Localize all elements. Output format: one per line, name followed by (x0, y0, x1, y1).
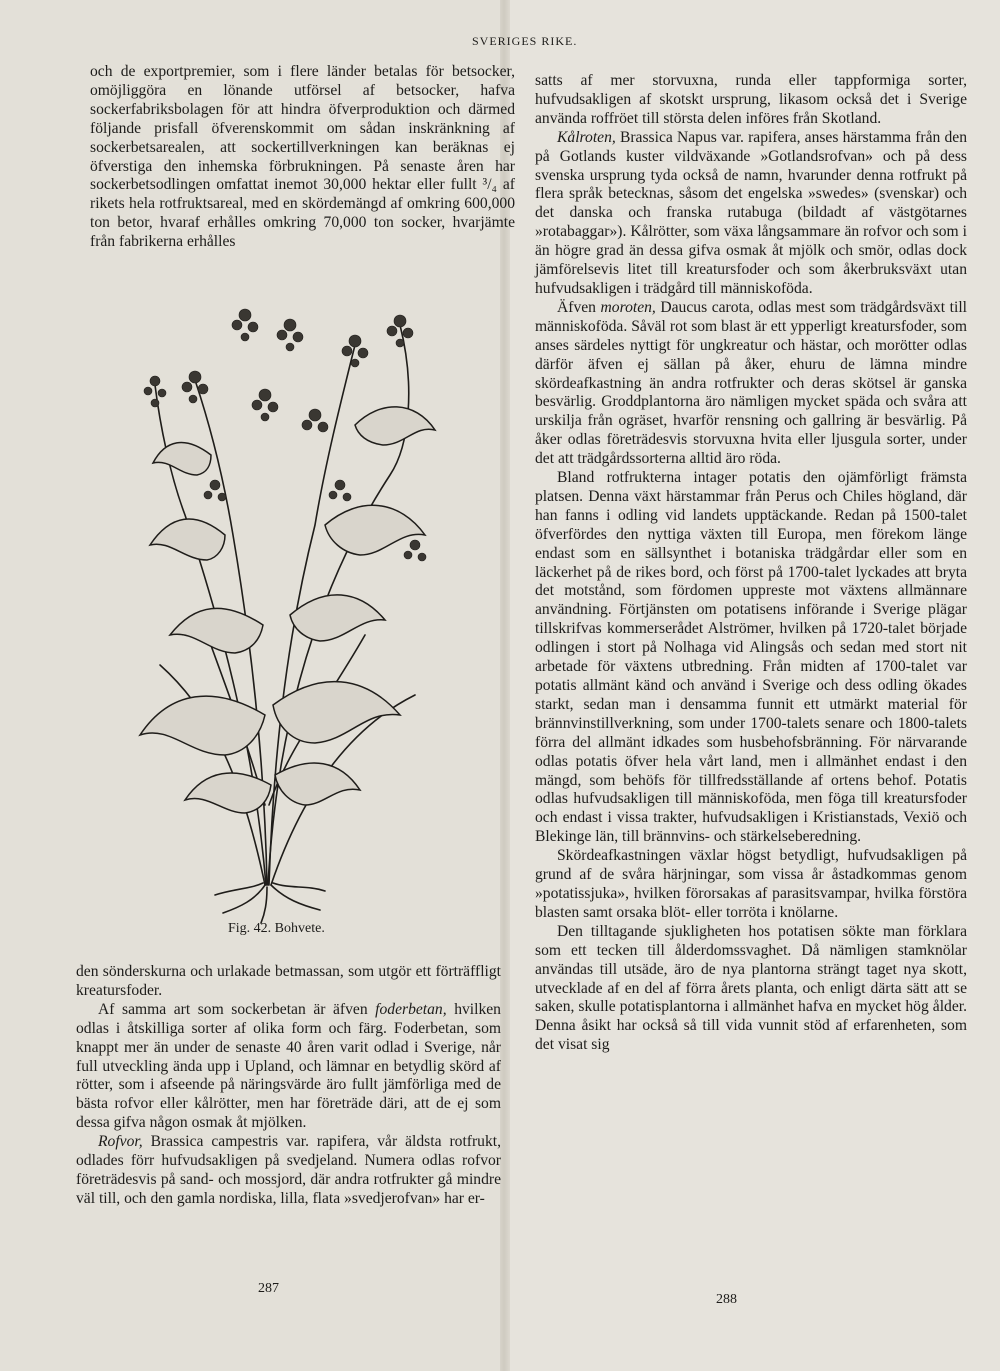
right-column-text (535, 72, 967, 1055)
paragraph-kalroten (535, 129, 967, 299)
page-number-right: 288 (716, 1292, 737, 1307)
paragraph-skordeafkastning: Skördeafkastningen växlar högst betydligt, hufvudsakligen på grund af de svåra härjningar, som vissa år åstadkommas genom »potatissjuka», hvilken förorsakas af parasitsvampar, hvilka förstöra blasten samt orsaka blöt- eller torröta i knölarne. (535, 847, 967, 921)
buckwheat-plant-drawing (115, 285, 485, 925)
running-head: SVERIGES RIKE. (472, 34, 578, 48)
left-top-text (90, 63, 515, 252)
italic-term: foderbetan, (375, 1000, 447, 1018)
text-run: hvilken odlas i åtskilliga sorter af olika form och färg. Foderbetan, som knappt mer än under de senaste 40 åren varit odlad i Sverige, når full utveckling ända upp i Upland, och lämnar en betydlig skörd af rötter, som i afseende på näringsvärde äro fullt jämförliga med de bästa rofvor eller kålrötter, men har företräde däri, att de ej som dessa gifva någon osmak åt mjölken. (76, 1000, 501, 1132)
text-run: Brassica Napus var. rapifera, anses härstamma från den på Gotlands kuster vildväxande »Gotlandsrofvan» och på dess svenska ursprung tyda också de namn, hvarunder denna rotfrukt på flera språk betecknas, såsom det engelska »swedes» (svenskar) och det danska och franska rutabuga (bildadt af västgötarnes »rotabaggar»). Kålrötter, som växa långsammare än rofvor och som i än högre grad än dessa gifva osmak åt mjölk och smör, odlas dock jämförelsevis litet till kreatursfoder och som åkerbruksväxt utan hufvudsakligen i trädgård till människoföda. (535, 128, 967, 297)
left-top-paragraph: och de exportpremier, som i flere länder betalas för betsocker, omöjliggöra en lönande utförsel af betsocker, hafva sockerfabriksbolagen för att hindra öfverproduktion och därmed följande prisfall öfverenskommit om sådan inskränkning af sockerbetsarealen, att sockertillverkningen kan beräknas ej öfverstiga den inhemska förbrukningen. På senaste åren har sockerbetsodlingen omfattat inemot 30,000 hektar eller fullt ³/₄ af rikets hela rotfruktsareal, med en skördemängd af omkring 600,000 ton betor, hvaraf erhålles omkring 70,000 ton socker, hvarjämte från fabrikerna erhålles (90, 63, 515, 251)
left-bottom-text (76, 963, 501, 1209)
paragraph-moroten (535, 299, 967, 469)
text-run: Brassica campestris var. rapifera, vår äldsta rotfrukt, odlades förr hufvudsakligen på svedjeland. Numera odlas rofvor företrädesvis på sand- och mossjord, där andra rotfrukter gå mindre väl till, och den gamla nordiska, lilla, flata »svedjerofvan» har er- (76, 1133, 501, 1207)
paragraph-sjukligheten: Den tilltagande sjukligheten hos potatisen sökte man förklara som ett tecken till ålderdomssvaghet. Då nämligen stamknölar användas till utsäde, äro de nya plantorna strängt taget nya skott, utvecklade af en del af förra årets planta, och enligt därta sätt att se saken, skulle potatisplantorna i allmänhet hafva en mycket hög ålder. Denna åsikt har också så till vida vunnit stöd af erfarenheten, som det visat sig (535, 922, 967, 1054)
paragraph-betmassan: den sönderskurna och urlakade betmassan, som utgör ett förträffligt kreatursfoder. (76, 963, 501, 999)
figure-caption: Fig. 42. Bohvete. (228, 921, 325, 936)
paragraph-satts: satts af mer storvuxna, runda eller tappformiga sorter, hufvudsakligen af skotskt ursprung, likasom också det i Sverige använda roffröet till största delen införes från Skotland. (535, 72, 967, 127)
italic-term: moroten, (600, 298, 656, 316)
page-number-left: 287 (258, 1281, 279, 1296)
italic-term: Kålroten, (557, 128, 616, 146)
italic-term: Rofvor, (98, 1133, 143, 1151)
paragraph-foderbetan (76, 1001, 501, 1133)
text-run: Af samma art som sockerbetan är äfven (98, 1000, 376, 1018)
paragraph-rofvor (76, 1133, 501, 1209)
text-run: Daucus carota, odlas mest som trädgårdsväxt till människoföda. Såväl rot som blast är ett ypperligt kreatursfoder, som anses särdeles nyttigt för ungkreatur och hästar, och morötter odlas därför äfven ej sällan på åker, ehuru de lämna mindre skördeafkastning än andra rotfrukter och deras skötsel är ganska besvärlig. Groddplantorna äro nämligen mycket späda och svåra att urskilja från ogräset, hvarför rensning och gallring är besvärlig. På åker odlas företrädesvis storvuxna hvita eller ljusgula sorter, under det att trädgårdssorterna alltid äro röda. (535, 298, 967, 468)
paragraph-potatis: Bland rotfrukterna intager potatis den ojämförligt främsta platsen. Denna växt härstammar från Perus och Chiles högland, där han fanns i odling vid landets upptäckande. Redan på 1500-talet öfverfördes den nyttiga växten till Europa, men förekom länge endast som en sällsynthet i botaniska trädgårdar eller som en läckerhet på de rikes bord, och först på 1700-talet lyckades att bryta det motstånd, som fördomen uppreste mot växtens allmännare användning. Förtjänsten om potatisens införande i Sverige plägar tillskrifvas kommerserådet Alströmer, hvilken på 1720-talet började odlingen i stort på Nolhaga vid Alingsås och sedan med stort nit arbetade för växtens utbredning. Från midten af 1700-talet var potatis allmänt känd och använd i Sverige och dess odling ökades starkt, sedan man i densamma funnit ett utmärkt material för brännvinstillverkning, som under 1700-talets senare och 1800-talets förra del allmänt idkades som husbehofsbränning. För närvarande odlas potatis öfver hela vårt land, men i allmänhet endast i den mängd, som behöfs för tillfredsställande af ortens behof. Potatis odlas hufvudsakligen till människoföda, men föga till kreatursfoder och endast i vissa trakter, hufvudsakligen i Kristianstads, Vexiö och Blekinge län, till brännvins- och stärkelseberedning. (535, 469, 967, 846)
text-run: Äfven (557, 298, 601, 316)
buckwheat-illustration (115, 285, 485, 925)
